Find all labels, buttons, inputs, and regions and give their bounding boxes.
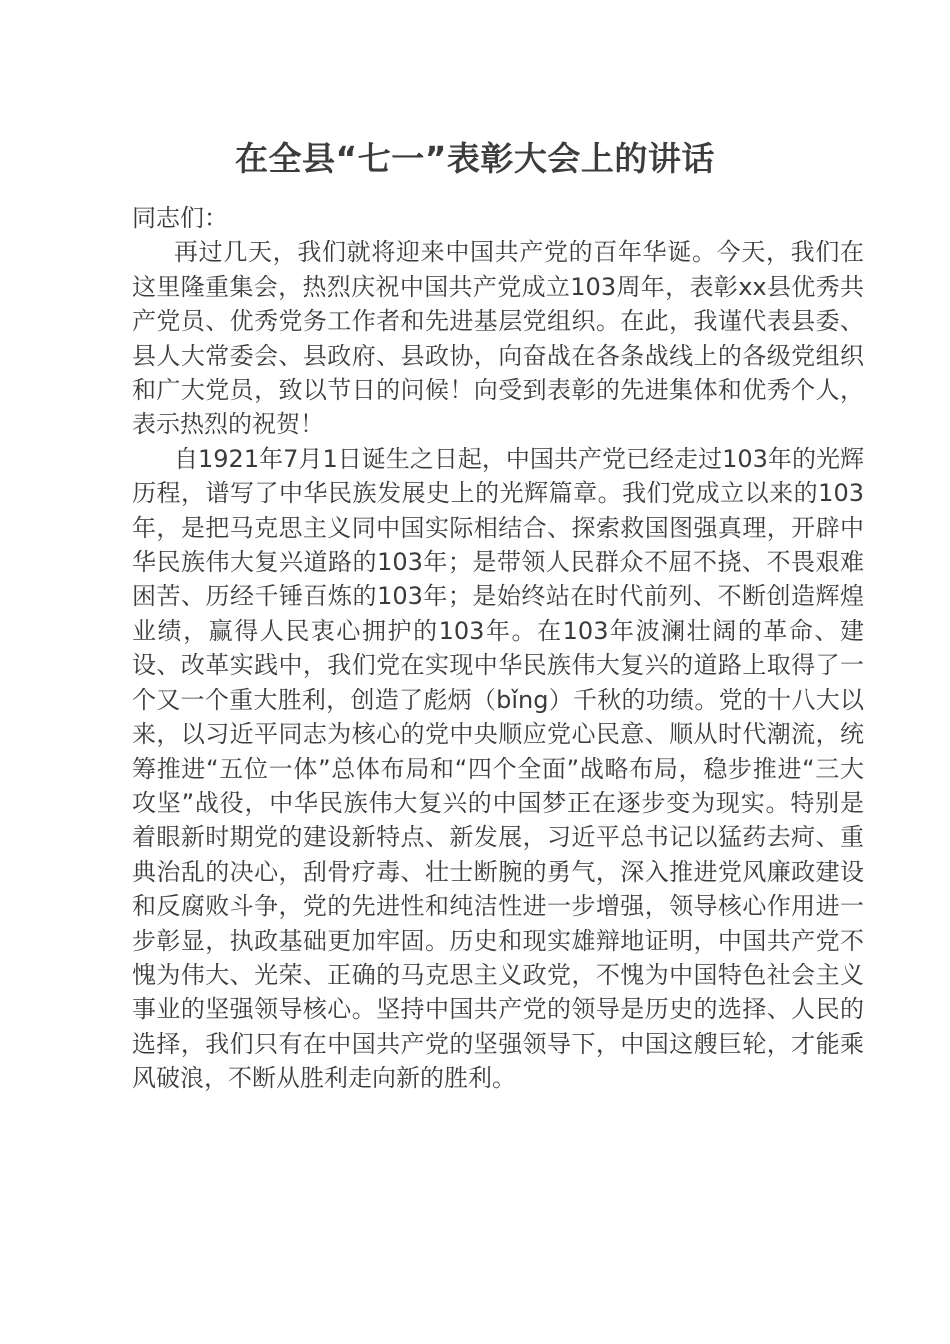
paragraph: 再过几天，我们就将迎来中国共产党的百年华诞。今天，我们在这里隆重集会，热烈庆祝中国共产党成立103周年，表彰xx县优秀共产党员、优秀党务工作者和先进基层党组织。在此，我谨代表县委、县人大常委会、县政府、县政协，向奋战在各条战线上的各级党组织和广大党员，致以节日的问候！向受到表彰的先进集体和优秀个人，表示热烈的祝贺！: [132, 238, 864, 439]
salutation: 同志们：: [132, 204, 228, 232]
document-title: 在全县“七一”表彰大会上的讲话: [235, 139, 715, 178]
document-body: [132, 201, 864, 1096]
paragraph: 自1921年7月1日诞生之日起，中国共产党已经走过103年的光辉历程，谱写了中华民族发展史上的光辉篇章。我们党成立以来的103年，是把马克思主义同中国实际相结合、探索救国图强真理，开辟中华民族伟大复兴道路的103年；是带领人民群众不屈不挠、不畏艰难困苦、历经千锤百炼的103年；是始终站在时代前列、不断创造辉煌业绩，赢得人民衷心拥护的103年。在103年波澜壮阔的革命、建设、改革实践中，我们党在实现中华民族伟大复兴的道路上取得了一个又一个重大胜利，创造了彪炳（bǐng）千秋的功绩。党的十八大以来，以习近平同志为核心的党中央顺应党心民意、顺从时代潮流，统筹推进“五位一体”总体布局和“四个全面”战略布局，稳步推进“三大攻坚”战役，中华民族伟大复兴的中国梦正在逐步变为现实。特别是着眼新时期党的建设新特点、新发展，习近平总书记以猛药去疴、重典治乱的决心，刮骨疗毒、壮士断腕的勇气，深入推进党风廉政建设和反腐败斗争，党的先进性和纯洁性进一步增强，领导核心作用进一步彰显，执政基础更加牢固。历史和现实雄辩地证明，中国共产党不愧为伟大、光荣、正确的马克思主义政党，不愧为中国特色社会主义事业的坚强领导核心。坚持中国共产党的领导是历史的选择、人民的选择，我们只有在中国共产党的坚强领导下，中国这艘巨轮，才能乘风破浪，不断从胜利走向新的胜利。: [132, 444, 864, 1093]
